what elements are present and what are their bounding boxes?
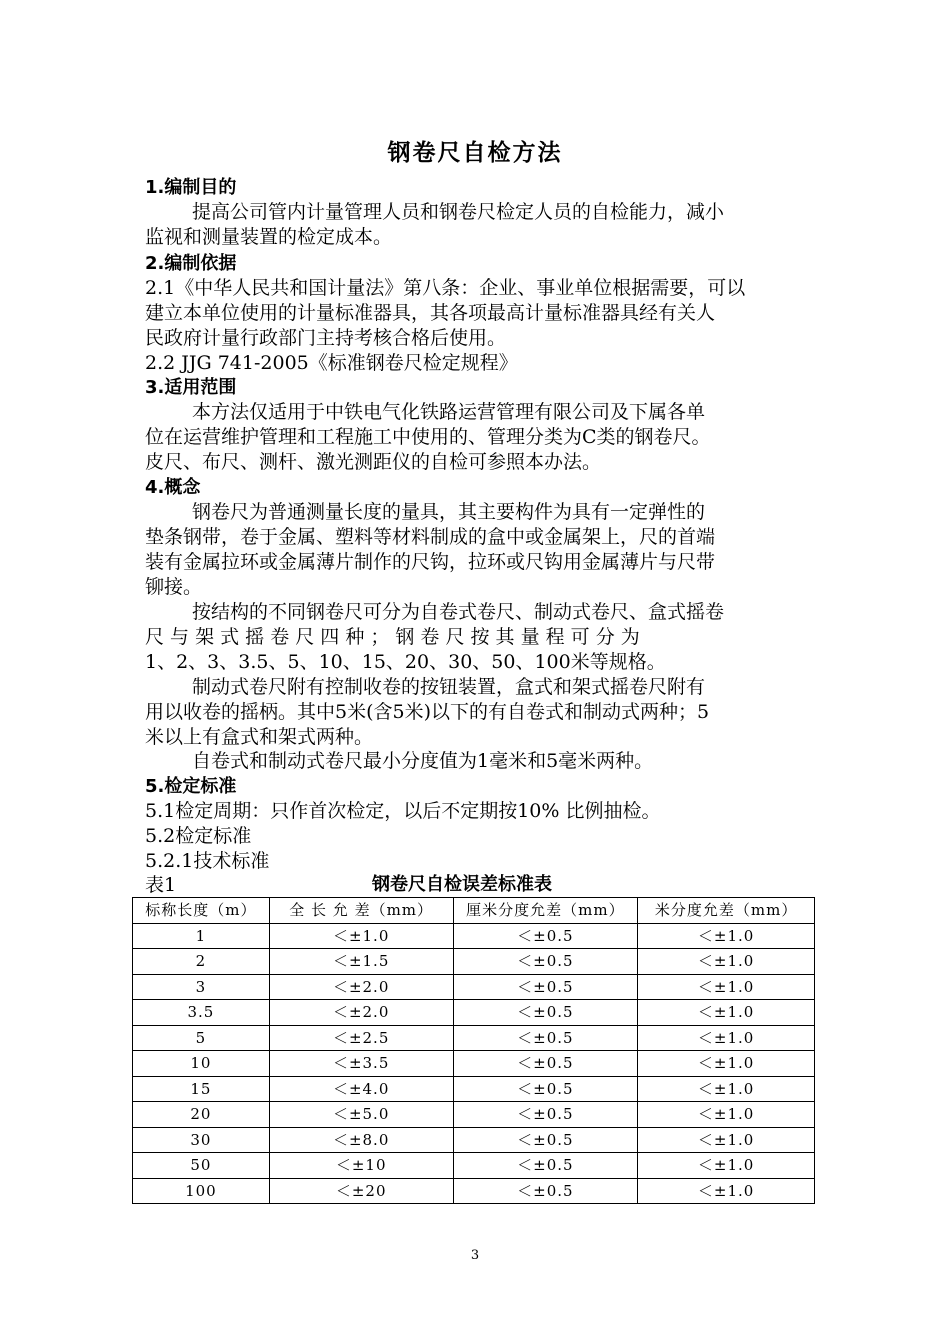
table-cell: ＜±1.0: [638, 949, 815, 975]
s4-line: 米以上有盒式和架式两种。: [145, 726, 374, 748]
table-cell: ＜±0.5: [453, 1178, 638, 1204]
s4-line: 1、2、3、3.5、5、10、15、20、30、50、100米等规格。: [145, 651, 666, 673]
s4-line: 钢卷尺为普通测量长度的量具，其主要构件为具有一定弹性的: [192, 501, 706, 523]
table-cell: ＜±1.0: [638, 1051, 815, 1077]
s3-line: 皮尺、布尺、测杆、激光测距仪的自检可参照本办法。: [145, 451, 602, 473]
section-4-heading: 4.概念: [145, 477, 201, 498]
table-title: 钢卷尺自检误差标准表: [372, 874, 552, 895]
table-cell: ＜±1.0: [638, 1178, 815, 1204]
table-cell: ＜±0.5: [453, 974, 638, 1000]
table-cell: ＜±1.0: [638, 1076, 815, 1102]
table-cell: ＜±2.0: [269, 1000, 453, 1026]
table-cell: ＜±0.5: [453, 1127, 638, 1153]
table-cell: ＜±0.5: [453, 923, 638, 949]
s1-paragraph-line: 提高公司管内计量管理人员和钢卷尺检定人员的自检能力，减小: [192, 201, 725, 223]
s4-line: 垫条钢带，卷于金属、塑料等材料制成的盒中或金属架上，尺的首端: [145, 526, 716, 548]
table-row: [133, 1000, 815, 1026]
table-cell: ＜±0.5: [453, 1051, 638, 1077]
table-cell: ＜±0.5: [453, 1000, 638, 1026]
table-cell: ＜±1.0: [638, 1153, 815, 1179]
table-cell: ＜±1.0: [638, 1000, 815, 1026]
table-row: [133, 974, 815, 1000]
table-cell: 5: [133, 1025, 270, 1051]
table-cell: 1: [133, 923, 270, 949]
s4-line: 用以收卷的摇柄。其中5米(含5米)以下的有自卷式和制动式两种；5: [145, 701, 710, 723]
table-row: [133, 1102, 815, 1128]
s2-line: 建立本单位使用的计量标准器具，其各项最高计量标准器具经有关人: [145, 302, 716, 324]
table-cell: ＜±2.0: [269, 974, 453, 1000]
column-header: 标称长度（m）: [133, 898, 270, 924]
s5-line: 5.1检定周期：只作首次检定，以后不定期按10% 比例抽检。: [145, 800, 661, 822]
table-cell: ＜±8.0: [269, 1127, 453, 1153]
table-cell: ＜±1.0: [638, 974, 815, 1000]
page-number: 3: [470, 1248, 480, 1263]
table-cell: ＜±1.0: [638, 1102, 815, 1128]
table-cell: ＜±20: [269, 1178, 453, 1204]
s5-line: 5.2.1技术标准: [145, 850, 270, 872]
s5-line: 5.2检定标准: [145, 825, 252, 847]
table-cell: 3.5: [133, 1000, 270, 1026]
table-cell: ＜±0.5: [453, 1025, 638, 1051]
s2-line: 民政府计量行政部门主持考核合格后使用。: [145, 327, 507, 349]
section-2-heading: 2.编制依据: [145, 253, 237, 274]
table-cell: 30: [133, 1127, 270, 1153]
section-5-heading: 5.检定标准: [145, 776, 237, 797]
table-cell: 2: [133, 949, 270, 975]
table-cell: ＜±3.5: [269, 1051, 453, 1077]
table-row: [133, 1127, 815, 1153]
table-row: [133, 1153, 815, 1179]
table-row: [133, 1076, 815, 1102]
column-header: 米分度允差（mm）: [638, 898, 815, 924]
table-label: 表1: [145, 874, 177, 896]
table-cell: 3: [133, 974, 270, 1000]
s3-line: 本方法仅适用于中铁电气化铁路运营管理有限公司及下属各单: [192, 401, 706, 423]
table-cell: ＜±2.5: [269, 1025, 453, 1051]
s4-line: 按结构的不同钢卷尺可分为自卷式卷尺、制动式卷尺、盒式摇卷: [192, 601, 725, 623]
table-cell: ＜±1.0: [269, 923, 453, 949]
table-row: [133, 923, 815, 949]
section-1-heading: 1.编制目的: [145, 177, 237, 198]
table-cell: 20: [133, 1102, 270, 1128]
s4-line: 制动式卷尺附有控制收卷的按钮装置，盒式和架式摇卷尺附有: [192, 676, 706, 698]
table-cell: ＜±1.5: [269, 949, 453, 975]
s1-paragraph-line: 监视和测量装置的检定成本。: [145, 226, 393, 248]
table-cell: 10: [133, 1051, 270, 1077]
s2-line: 2.1《中华人民共和国计量法》第八条：企业、事业单位根据需要，可以: [145, 277, 746, 299]
tolerance-table: [132, 897, 815, 1204]
s4-line: 装有金属拉环或金属薄片制作的尺钩，拉环或尺钩用金属薄片与尺带: [145, 551, 716, 573]
table-cell: 15: [133, 1076, 270, 1102]
table-cell: ＜±1.0: [638, 923, 815, 949]
section-3-heading: 3.适用范围: [145, 377, 237, 398]
table-cell: 50: [133, 1153, 270, 1179]
table-cell: ＜±0.5: [453, 1102, 638, 1128]
table-cell: ＜±4.0: [269, 1076, 453, 1102]
document-title: 钢卷尺自检方法: [387, 140, 563, 166]
table-cell: ＜±5.0: [269, 1102, 453, 1128]
table-row: [133, 1025, 815, 1051]
table-cell: ＜±0.5: [453, 1153, 638, 1179]
s3-line: 位在运营维护管理和工程施工中使用的、管理分类为C类的钢卷尺。: [145, 426, 711, 448]
table-header-row: [133, 898, 815, 924]
table-cell: ＜±1.0: [638, 1127, 815, 1153]
table-cell: ＜±10: [269, 1153, 453, 1179]
column-header: 全 长 允 差（mm）: [269, 898, 453, 924]
table-cell: ＜±0.5: [453, 1076, 638, 1102]
table-row: [133, 949, 815, 975]
s4-line: 尺 与 架 式 摇 卷 尺 四 种 ； 钢 卷 尺 按 其 量 程 可 分 为: [145, 626, 640, 648]
table-row: [133, 1051, 815, 1077]
table-cell: ＜±1.0: [638, 1025, 815, 1051]
table-row: [133, 1178, 815, 1204]
table-body: [133, 923, 815, 1204]
table-cell: 100: [133, 1178, 270, 1204]
table-cell: ＜±0.5: [453, 949, 638, 975]
s4-line: 自卷式和制动式卷尺最小分度值为1毫米和5毫米两种。: [192, 750, 654, 772]
column-header: 厘米分度允差（mm）: [453, 898, 638, 924]
s2-line: 2.2 JJG 741-2005《标准钢卷尺检定规程》: [145, 352, 518, 374]
s4-line: 铆接。: [145, 576, 203, 598]
